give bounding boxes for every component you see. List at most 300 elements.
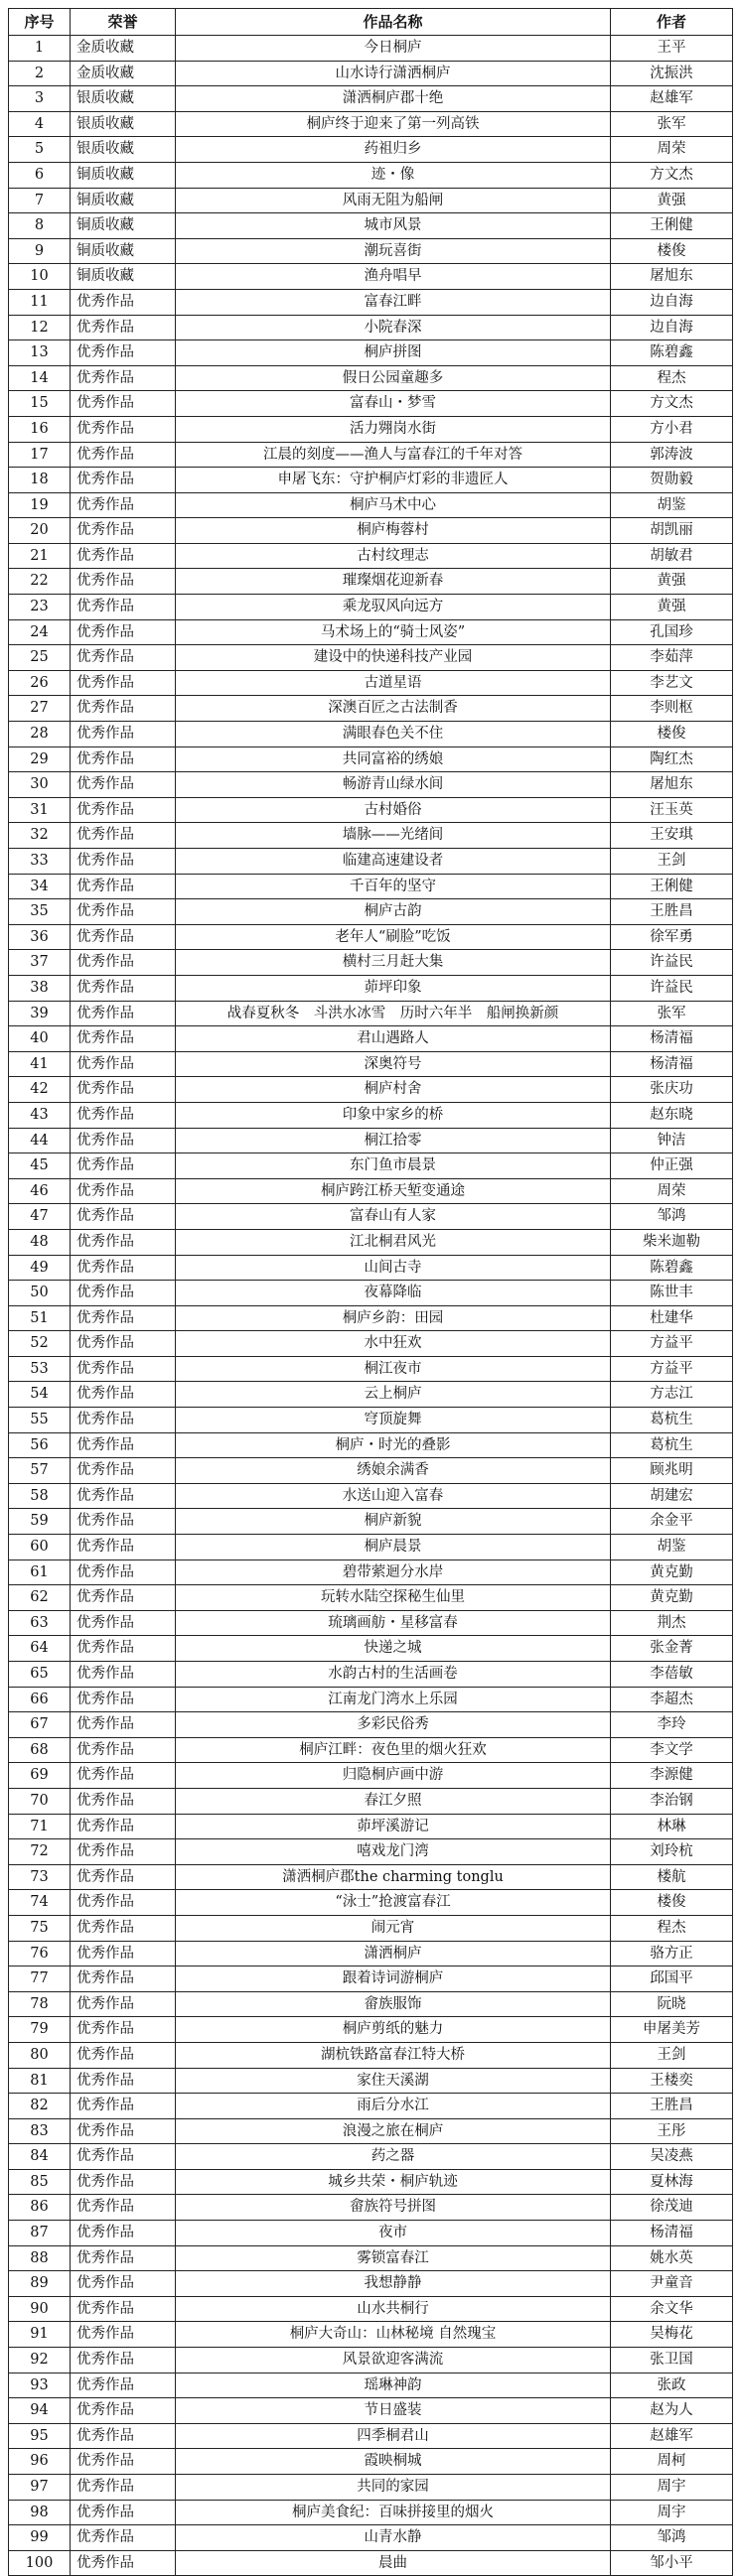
row-index: 36 — [9, 924, 71, 950]
row-honor: 优秀作品 — [71, 1915, 176, 1941]
row-work-title: 马术场上的“骑士风姿” — [176, 619, 611, 645]
row-author: 李文学 — [611, 1737, 733, 1763]
table-row — [9, 1712, 733, 1738]
row-index: 93 — [9, 2373, 71, 2398]
row-honor: 优秀作品 — [71, 1839, 176, 1865]
row-work-title: 建设中的快递科技产业园 — [176, 645, 611, 671]
row-author: 夏林海 — [611, 2169, 733, 2195]
row-honor: 优秀作品 — [71, 1026, 176, 1052]
row-work-title: 桐庐马术中心 — [176, 492, 611, 518]
row-work-title: 畲族符号拼图 — [176, 2195, 611, 2221]
table-row — [9, 365, 733, 391]
row-work-title: 闹元宵 — [176, 1915, 611, 1941]
row-index: 90 — [9, 2296, 71, 2322]
row-author: 陈碧鑫 — [611, 1255, 733, 1281]
row-author: 黄克勤 — [611, 1559, 733, 1585]
row-author: 刘玲杭 — [611, 1839, 733, 1865]
row-honor: 优秀作品 — [71, 1102, 176, 1128]
table-row — [9, 975, 733, 1001]
row-author: 张军 — [611, 111, 733, 137]
row-index: 39 — [9, 1001, 71, 1026]
row-author: 葛杭生 — [611, 1408, 733, 1433]
row-index: 94 — [9, 2398, 71, 2424]
row-honor: 金质收藏 — [71, 36, 176, 62]
row-author: 邹鸿 — [611, 1204, 733, 1230]
row-honor: 优秀作品 — [71, 1077, 176, 1103]
row-index: 79 — [9, 2017, 71, 2043]
row-index: 23 — [9, 595, 71, 620]
row-author: 王胜昌 — [611, 899, 733, 925]
row-author: 余文华 — [611, 2296, 733, 2322]
row-work-title: 山水诗行潇洒桐庐 — [176, 61, 611, 86]
row-honor: 优秀作品 — [71, 2398, 176, 2424]
row-honor: 优秀作品 — [71, 2042, 176, 2068]
row-work-title: 春江夕照 — [176, 1788, 611, 1814]
row-work-title: 桐庐终于迎来了第一列高铁 — [176, 111, 611, 137]
row-work-title: 桐庐梅蓉村 — [176, 518, 611, 544]
row-index: 59 — [9, 1509, 71, 1535]
row-work-title: 桐庐江畔：夜色里的烟火狂欢 — [176, 1737, 611, 1763]
row-honor: 优秀作品 — [71, 1636, 176, 1662]
row-index: 58 — [9, 1483, 71, 1509]
row-honor: 优秀作品 — [71, 975, 176, 1001]
row-work-title: 桐庐剪纸的魅力 — [176, 2017, 611, 2043]
table-row — [9, 1408, 733, 1433]
row-work-title: 家住天溪湖 — [176, 2068, 611, 2094]
row-work-title: 我想静静 — [176, 2271, 611, 2297]
row-author: 钟洁 — [611, 1128, 733, 1153]
table-row — [9, 2017, 733, 2043]
row-honor: 优秀作品 — [71, 1432, 176, 1458]
row-honor: 优秀作品 — [71, 1687, 176, 1712]
row-index: 55 — [9, 1408, 71, 1433]
row-honor: 优秀作品 — [71, 595, 176, 620]
row-honor: 优秀作品 — [71, 1737, 176, 1763]
row-honor: 优秀作品 — [71, 1408, 176, 1433]
row-work-title: 风景欲迎客满流 — [176, 2348, 611, 2373]
row-honor: 优秀作品 — [71, 722, 176, 747]
table-row — [9, 1483, 733, 1509]
row-author: 张庆功 — [611, 1077, 733, 1103]
row-author: 王彤 — [611, 2118, 733, 2144]
row-author: 柴米迦勒 — [611, 1229, 733, 1255]
table-row — [9, 137, 733, 163]
row-work-title: 节日盛装 — [176, 2398, 611, 2424]
row-honor: 优秀作品 — [71, 2118, 176, 2144]
row-work-title: 共同的家园 — [176, 2475, 611, 2501]
row-author: 王剑 — [611, 849, 733, 875]
row-honor: 优秀作品 — [71, 492, 176, 518]
row-honor: 优秀作品 — [71, 2348, 176, 2373]
table-row — [9, 1991, 733, 2017]
row-author: 郭涛波 — [611, 442, 733, 468]
row-work-title: 四季桐君山 — [176, 2423, 611, 2449]
row-author: 杨清福 — [611, 1026, 733, 1052]
row-work-title: 潮玩喜街 — [176, 238, 611, 264]
row-index: 68 — [9, 1737, 71, 1763]
row-index: 28 — [9, 722, 71, 747]
row-work-title: 桐江拾零 — [176, 1128, 611, 1153]
row-honor: 优秀作品 — [71, 2423, 176, 2449]
table-row — [9, 492, 733, 518]
row-index: 64 — [9, 1636, 71, 1662]
row-author: 李源健 — [611, 1763, 733, 1789]
row-index: 81 — [9, 2068, 71, 2094]
row-work-title: 满眼春色关不住 — [176, 722, 611, 747]
row-author: 楼俊 — [611, 722, 733, 747]
row-work-title: 嘻戏龙门湾 — [176, 1839, 611, 1865]
row-honor: 优秀作品 — [71, 1788, 176, 1814]
table-row — [9, 1890, 733, 1916]
row-work-title: 归隐桐庐画中游 — [176, 1763, 611, 1789]
row-author: 李蓓敏 — [611, 1662, 733, 1688]
row-author: 杨清福 — [611, 2221, 733, 2246]
row-honor: 优秀作品 — [71, 1382, 176, 1408]
row-index: 98 — [9, 2500, 71, 2525]
row-index: 66 — [9, 1687, 71, 1712]
row-author: 张军 — [611, 1001, 733, 1026]
row-author: 李超杰 — [611, 1687, 733, 1712]
row-index: 15 — [9, 391, 71, 417]
row-index: 44 — [9, 1128, 71, 1153]
row-work-title: 君山遇路人 — [176, 1026, 611, 1052]
row-work-title: 古道星语 — [176, 670, 611, 696]
row-work-title: 富春江畔 — [176, 289, 611, 315]
row-index: 83 — [9, 2118, 71, 2144]
row-index: 92 — [9, 2348, 71, 2373]
row-index: 10 — [9, 264, 71, 290]
row-author: 仲正强 — [611, 1153, 733, 1179]
row-index: 27 — [9, 696, 71, 722]
row-author: 李玲 — [611, 1712, 733, 1738]
row-index: 47 — [9, 1204, 71, 1230]
table-row — [9, 797, 733, 823]
row-author: 邹鸿 — [611, 2525, 733, 2551]
table-row — [9, 111, 733, 137]
row-honor: 优秀作品 — [71, 1281, 176, 1306]
row-index: 61 — [9, 1559, 71, 1585]
row-honor: 银质收藏 — [71, 111, 176, 137]
table-row — [9, 1915, 733, 1941]
table-row — [9, 1636, 733, 1662]
row-honor: 优秀作品 — [71, 2475, 176, 2501]
row-author: 陶红杰 — [611, 746, 733, 772]
table-row — [9, 2271, 733, 2297]
row-author: 屠旭东 — [611, 264, 733, 290]
table-row — [9, 670, 733, 696]
table-row — [9, 1077, 733, 1103]
row-work-title: 桐庐美食纪：百味拼接里的烟火 — [176, 2500, 611, 2525]
table-row — [9, 2144, 733, 2170]
row-honor: 优秀作品 — [71, 645, 176, 671]
row-honor: 优秀作品 — [71, 365, 176, 391]
header-author: 作者 — [611, 9, 733, 36]
row-author: 胡鉴 — [611, 492, 733, 518]
table-row — [9, 340, 733, 366]
table-row — [9, 595, 733, 620]
row-index: 43 — [9, 1102, 71, 1128]
row-index: 35 — [9, 899, 71, 925]
row-author: 阮晓 — [611, 1991, 733, 2017]
row-author: 尹童音 — [611, 2271, 733, 2297]
row-author: 杨清福 — [611, 1051, 733, 1077]
table-body — [9, 36, 733, 2576]
row-work-title: 假日公园童趣多 — [176, 365, 611, 391]
table-row — [9, 2398, 733, 2424]
row-honor: 优秀作品 — [71, 391, 176, 417]
row-honor: 优秀作品 — [71, 2094, 176, 2119]
table-row — [9, 1432, 733, 1458]
row-work-title: 桐庐古韵 — [176, 899, 611, 925]
row-honor: 优秀作品 — [71, 1559, 176, 1585]
row-index: 75 — [9, 1915, 71, 1941]
table-row — [9, 1382, 733, 1408]
row-index: 100 — [9, 2550, 71, 2576]
table-row — [9, 2169, 733, 2195]
row-author: 方益平 — [611, 1331, 733, 1357]
table-row — [9, 645, 733, 671]
table-row — [9, 2221, 733, 2246]
row-index: 96 — [9, 2449, 71, 2475]
row-index: 8 — [9, 213, 71, 239]
row-work-title: 水韵古村的生活画卷 — [176, 1662, 611, 1688]
row-honor: 优秀作品 — [71, 468, 176, 493]
row-author: 周宇 — [611, 2500, 733, 2525]
row-work-title: 畅游青山绿水间 — [176, 772, 611, 798]
row-honor: 优秀作品 — [71, 543, 176, 569]
row-author: 赵为人 — [611, 2398, 733, 2424]
row-author: 徐茂迪 — [611, 2195, 733, 2221]
row-work-title: 战春夏秋冬 斗洪水冰雪 历时六年半 船闸换新颜 — [176, 1001, 611, 1026]
table-row — [9, 1051, 733, 1077]
table-row — [9, 1662, 733, 1688]
row-work-title: 晨曲 — [176, 2550, 611, 2576]
table-row — [9, 264, 733, 290]
row-honor: 优秀作品 — [71, 2296, 176, 2322]
table-row — [9, 289, 733, 315]
table-row — [9, 1509, 733, 1535]
row-work-title: 桐庐・时光的叠影 — [176, 1432, 611, 1458]
row-author: 王安琪 — [611, 823, 733, 849]
row-honor: 优秀作品 — [71, 2245, 176, 2271]
row-honor: 优秀作品 — [71, 1204, 176, 1230]
row-honor: 优秀作品 — [71, 1483, 176, 1509]
row-honor: 优秀作品 — [71, 696, 176, 722]
row-honor: 优秀作品 — [71, 924, 176, 950]
row-author: 方文杰 — [611, 162, 733, 188]
row-index: 50 — [9, 1281, 71, 1306]
row-author: 荆杰 — [611, 1610, 733, 1636]
row-author: 程杰 — [611, 365, 733, 391]
row-work-title: 风雨无阻为船闸 — [176, 188, 611, 213]
row-author: 楼俊 — [611, 238, 733, 264]
table-row — [9, 1814, 733, 1839]
row-index: 48 — [9, 1229, 71, 1255]
row-work-title: 乘龙驭风向远方 — [176, 595, 611, 620]
row-work-title: 临建高速建设者 — [176, 849, 611, 875]
row-work-title: 雾锁富春江 — [176, 2245, 611, 2271]
row-honor: 优秀作品 — [71, 2195, 176, 2221]
row-honor: 优秀作品 — [71, 2322, 176, 2348]
row-honor: 优秀作品 — [71, 1509, 176, 1535]
row-index: 14 — [9, 365, 71, 391]
table-row — [9, 1864, 733, 1890]
row-honor: 优秀作品 — [71, 670, 176, 696]
row-work-title: 药之器 — [176, 2144, 611, 2170]
row-work-title: 横村三月赶大集 — [176, 950, 611, 976]
row-author: 胡凯丽 — [611, 518, 733, 544]
row-work-title: “泳士”抢渡富春江 — [176, 1890, 611, 1916]
table-row — [9, 874, 733, 899]
table-row — [9, 1178, 733, 1204]
row-index: 37 — [9, 950, 71, 976]
row-work-title: 璀璨烟花迎新春 — [176, 569, 611, 595]
row-index: 25 — [9, 645, 71, 671]
row-index: 45 — [9, 1153, 71, 1179]
row-work-title: 富春山・梦雪 — [176, 391, 611, 417]
row-honor: 优秀作品 — [71, 442, 176, 468]
row-index: 71 — [9, 1814, 71, 1839]
row-author: 边自海 — [611, 315, 733, 340]
row-honor: 优秀作品 — [71, 2550, 176, 2576]
table-row — [9, 1737, 733, 1763]
row-author: 贺勋毅 — [611, 468, 733, 493]
row-work-title: 山间古寺 — [176, 1255, 611, 1281]
table-row — [9, 823, 733, 849]
row-honor: 优秀作品 — [71, 1458, 176, 1484]
table-row — [9, 1026, 733, 1052]
row-index: 17 — [9, 442, 71, 468]
row-index: 87 — [9, 2221, 71, 2246]
row-index: 38 — [9, 975, 71, 1001]
row-index: 76 — [9, 1941, 71, 1966]
row-honor: 优秀作品 — [71, 416, 176, 442]
row-author: 顾兆明 — [611, 1458, 733, 1484]
row-author: 余金平 — [611, 1509, 733, 1535]
row-honor: 铜质收藏 — [71, 162, 176, 188]
table-row — [9, 442, 733, 468]
row-work-title: 城乡共荣・桐庐轨迹 — [176, 2169, 611, 2195]
table-row — [9, 899, 733, 925]
row-honor: 优秀作品 — [71, 2144, 176, 2170]
row-work-title: 绣娘余满香 — [176, 1458, 611, 1484]
row-work-title: 桐庐晨景 — [176, 1535, 611, 1560]
row-index: 20 — [9, 518, 71, 544]
row-work-title: 多彩民俗秀 — [176, 1712, 611, 1738]
row-work-title: 深澳百匠之古法制香 — [176, 696, 611, 722]
row-index: 67 — [9, 1712, 71, 1738]
header-index: 序号 — [9, 9, 71, 36]
row-work-title: 桐庐新貌 — [176, 1509, 611, 1535]
header-work-title: 作品名称 — [176, 9, 611, 36]
row-author: 胡鉴 — [611, 1535, 733, 1560]
row-author: 许益民 — [611, 975, 733, 1001]
row-honor: 优秀作品 — [71, 2221, 176, 2246]
table-row — [9, 86, 733, 112]
row-honor: 优秀作品 — [71, 1255, 176, 1281]
row-work-title: 潇洒桐庐郡十绝 — [176, 86, 611, 112]
table-row — [9, 2094, 733, 2119]
table-row — [9, 315, 733, 340]
row-honor: 优秀作品 — [71, 2068, 176, 2094]
table-row — [9, 238, 733, 264]
row-honor: 铜质收藏 — [71, 188, 176, 213]
table-row — [9, 2373, 733, 2398]
row-author: 张政 — [611, 2373, 733, 2398]
row-author: 申屠美芳 — [611, 2017, 733, 2043]
row-index: 88 — [9, 2245, 71, 2271]
row-index: 69 — [9, 1763, 71, 1789]
table-row — [9, 1535, 733, 1560]
row-author: 吴梅花 — [611, 2322, 733, 2348]
row-index: 9 — [9, 238, 71, 264]
row-author: 王楼奕 — [611, 2068, 733, 2094]
row-honor: 优秀作品 — [71, 2169, 176, 2195]
table-row — [9, 1763, 733, 1789]
row-index: 21 — [9, 543, 71, 569]
table-row — [9, 1458, 733, 1484]
row-work-title: 夜幕降临 — [176, 1281, 611, 1306]
table-row — [9, 36, 733, 62]
row-honor: 优秀作品 — [71, 1966, 176, 1992]
table-row — [9, 722, 733, 747]
row-index: 49 — [9, 1255, 71, 1281]
row-work-title: 夜市 — [176, 2221, 611, 2246]
table-row — [9, 1610, 733, 1636]
row-honor: 优秀作品 — [71, 1610, 176, 1636]
table-row — [9, 1966, 733, 1992]
table-row — [9, 391, 733, 417]
row-author: 边自海 — [611, 289, 733, 315]
table-row — [9, 2042, 733, 2068]
table-row — [9, 162, 733, 188]
row-honor: 优秀作品 — [71, 1178, 176, 1204]
table-row — [9, 619, 733, 645]
row-author: 陈世丰 — [611, 1281, 733, 1306]
table-row — [9, 1305, 733, 1331]
row-work-title: 水中狂欢 — [176, 1331, 611, 1357]
row-honor: 优秀作品 — [71, 899, 176, 925]
table-row — [9, 61, 733, 86]
row-author: 吴凌燕 — [611, 2144, 733, 2170]
row-author: 徐军勇 — [611, 924, 733, 950]
row-work-title: 桐庐跨江桥天堑变通途 — [176, 1178, 611, 1204]
row-author: 杜建华 — [611, 1305, 733, 1331]
row-index: 97 — [9, 2475, 71, 2501]
row-work-title: 云上桐庐 — [176, 1382, 611, 1408]
row-honor: 优秀作品 — [71, 1712, 176, 1738]
row-index: 40 — [9, 1026, 71, 1052]
row-work-title: 山水共桐行 — [176, 2296, 611, 2322]
row-index: 73 — [9, 1864, 71, 1890]
table-row — [9, 1153, 733, 1179]
row-index: 60 — [9, 1535, 71, 1560]
row-author: 张金菁 — [611, 1636, 733, 1662]
row-work-title: 潇洒桐庐郡the charming tonglu — [176, 1864, 611, 1890]
table-row — [9, 2068, 733, 2094]
row-author: 许益民 — [611, 950, 733, 976]
row-author: 王俐健 — [611, 213, 733, 239]
row-author: 周宇 — [611, 2475, 733, 2501]
row-author: 程杰 — [611, 1915, 733, 1941]
row-index: 89 — [9, 2271, 71, 2297]
row-work-title: 茆坪印象 — [176, 975, 611, 1001]
row-work-title: 城市风景 — [176, 213, 611, 239]
row-honor: 优秀作品 — [71, 1128, 176, 1153]
table-row — [9, 2525, 733, 2551]
row-work-title: 水送山迎入富春 — [176, 1483, 611, 1509]
row-honor: 优秀作品 — [71, 289, 176, 315]
